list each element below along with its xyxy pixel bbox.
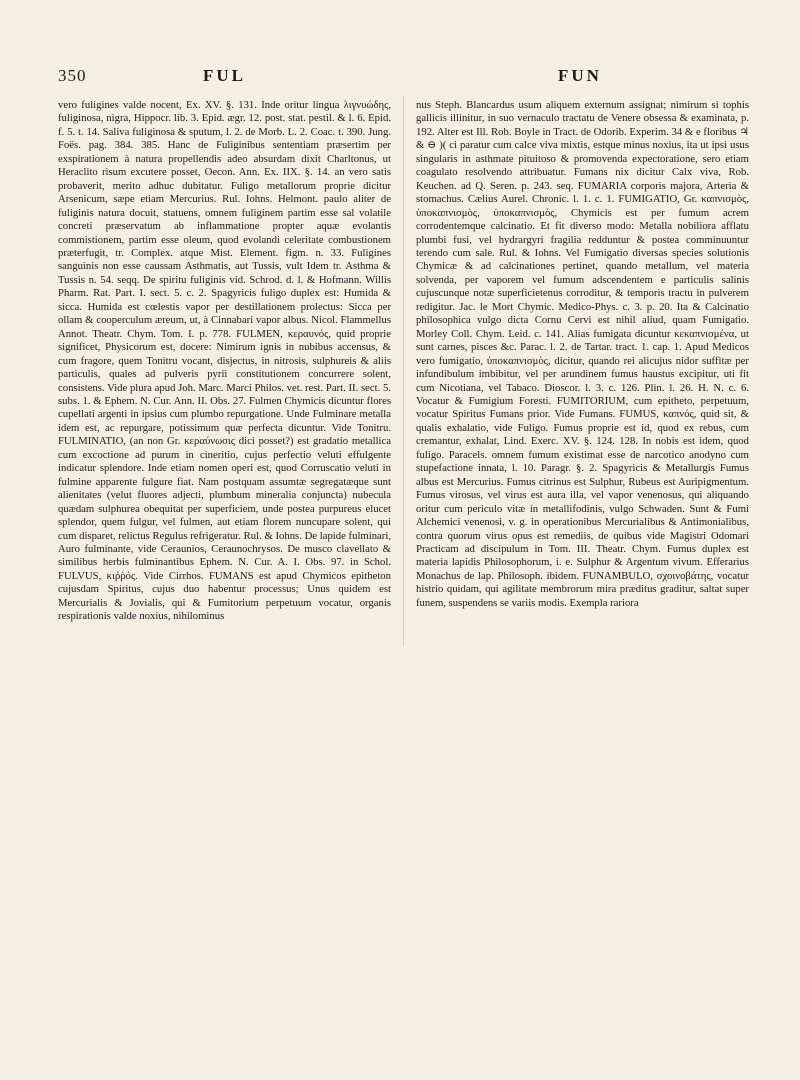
right-column-text: nus Steph. Blancardus usum aliquem externum assignat; nimirum si tophis gallicis illinitur, in suo vernaculo tractatu de Venere obsessa & examinata, p. 192. Alter est Ill. Rob. Boyle in Tract. de Odorib. Experim. 34 & e floribus ♃ & ⊖ )( ci paratur cum calce viva mixtis, estque minus noxius, ita ut ipsi usus singularis in asthmate pituitoso & promovenda expectoratione, sero etiam coagulato resolvendo attribuatur. Fumans nix dicitur Calx viva, Rob. Keuchen. ad Q. Seren. p. 243. seq. FUMARIA corporis majora, Arteria & stomachus. Cælius Aurel. Chronic. l. 1. c. 1. FUMIGATIO, Gr. καπνισμὸς, ὑποκαπνισμὸς, ὑποκαπνισμὸς, Chymicis est per fumum acrem corrodentemque calcinatio. Et fit diverso modo: Metalla nobiliora afflatu plumbi fusi, vel hydrargyri fragilia redduntur & postea comminuuntur terendo cum sale. Rul. & Iohns. Vel Fumigatio diversas species solutionis Chymicæ & ad calcinationes pertinet, quando metallum, vel materia solvenda, per vaporem vel fumum adscendentem e particulis salinis cujuscunque notæ superficietenus corroditur, & temporis tractu in pulverem redigitur. Jac. le Mort Chymic. Medico-Phys. c. 3. p. 20. Ita & Calcinatio philosophica vulgo dicta Cornu Cervi est nihil aliud, quam Fumigatio. Morley Coll. Chym. Leid. c. 141. Alias fumigata dicuntur κεκαπνισμένα, ut sunt carnes, pisces &c. Parac. l. 2. de Tartar. tract. 1. cap. 1. Apud Medicos vero fumigatio, ὑποκαπνισμὸς, dicitur, quando rei alicujus nidor suffitæ per infundibulum imbibitur, vel per arundinem fumus haustus excipitur, uti fit cum Nicotiana, vel Tabaco. Dioscor. l. 3. c. 126. Plin. l. 26. H. N. c. 6. Vocatur & Fumigium Foresti. FUMITORIUM, cum epitheto, perpetuum, vocatur Spiritus Fumans prior. Vide Fumans. FUMUS, καπνός, quid sit, & qualis exhalatio, vide Fuligo. Fumus proprie est id, quod ex rebus, cum cremantur, exhalat, Lind. Exerc. XV. §. 124. 128. In nobis est idem, quod fuligo. Paracels. omnem fumum existimat esse de narcotico anodyno cum stupefactione innata, l. 10. Paragr. §. 2. Spagyricis & Metallurgis Fumus albus est Mercurius. Fumus citrinus est Sulphur, Rubeus est Auripigmentum. Fumus virosus, vel virus est aura illa, vel vapor venenosus, qui aliquando oritur cum periculo vitæ in metallifodinis, vulgo Schwaden. Sunt & Fumi Alchemici venenosi, v. g. in operationibus Mercurialibus & Antimonialibus, contra quorum virus opus est remediis, de quibus vide Magistri Odomari Practicam ad discipulum in Tom. III. Theatr. Chym. Fumus duplex est materia lapidis Philosophorum, i. e. Sulphur & Argentum vivum. Efferarius Monachus de lap. Philosoph. ibidem. FUNAMBULO, σχοινοβάτης, vocatur histrio quidam, qui agilitate membrorum mira præditus graditur, saltat super funem, suspendens se variis modis. Exempla rariora bbox=[416, 99, 749, 609]
running-header bbox=[58, 66, 758, 96]
column-divider bbox=[403, 96, 404, 646]
page-number: 350 bbox=[58, 66, 87, 85]
right-column bbox=[416, 99, 749, 610]
left-running-head: FUL bbox=[203, 66, 246, 85]
left-column-text: vero fuligines valde nocent, Ex. XV. §. 131. Inde oritur lingua λιγνυώδης, fuliginosa, nigra, Hippocr. lib. 3. Epid. ægr. 12. post. stat. pestil. & l. 6. Epid. f. 5. t. 14. Saliva fuliginosa & sputum, l. 2. de Morb. L. 2. Coac. t. 390. Jung. Foës. pag. 384. 385. Hanc de Fuliginibus sententiam præsertim per exspirationem à natura propellendis adeo absurdam dixit Charltonus, ut Heraclito risum excutere posset, Oecon. Ann. Ex. IIX. §. 14. an vero satis probaverit, merito adhuc dubitatur. Fuligo metallorum proprie dicitur Arsenicum, sæpe etiam Mercurius. Rul. Iohns. Helmont. paulo aliter de fuliginis natura docuit, statuens, omnem fuliginem partim esse sal volatile concreti præservatum ab inflammatione propter aquæ evolantis commistionem, partim esse oleum, quod evolandi celeritate combustionem præterfugit, tr. Complex. atque Mist. Element. figm. n. 33. Fuligines sanguinis non esse caussam Asthmatis, aut Tussis, vult Idem tr. Asthma & Tussis n. 54. seqq. De spiritu fuliginis vid. Schrod. d. l. & Hofmann. Willis Pharm. Rat. Part. I. sect. 5. c. 2. Spagyricis fuligo duplex est: Humida & sicca. Humida est cœlestis vapor per destillationem prolectus: Sicca per ollam & cooperculum æreum, ut, à Cinnabari vapor albus. Nicol. Flammellus Annot. Theatr. Chym. Tom. I. p. 778. FULMEN, κεραυνός, quid proprie significet, Physicorum est, docere: Nimirum ignis in nubibus accensus, & cum fragore, quem Tonitru vocant, disjectus, in nitrosis, sulphureis & aliis particulis, quales ad pulveris pyrii constitutionem concurrere solent, consistens. Vide plura apud Joh. Marc. Marci Philos. vet. rest. Part. II. sect. 5. subs. 1. & Ephem. N. Cur. Ann. II. Obs. 27. Fulmen Chymicis dicuntur flores cupellati argenti in ipsius cum plumbo repurgatione. Unde Fulminare metalla idem est, ac repurgare, potissimum quæ perfecta dicuntur. Vide Tonitru. FULMINATIO, (an non Gr. κεραύνωσις dici posset?) est gradatio metallica cum excoctione ad purum in cineritio, cujus perfectio veluti effulgente indicatur splendore. Inde etiam nomen operi est, quod Corruscatio veluti in fulmine apparente fulgure fiat. Nam postquam assumtæ segregatæque sunt alienitates (velut fluores adjecti, plumbum mineralia conjuncta) nubecula quædam sulphurea obequitat per superficiem, unde postea purpureus elucet splendor, quem fulgur, vel fulmen, aut etiam florem nuncupare solent, qui cum disparet, relictus Regulus refrigeratur. Rul. & Iohns. De lapide fulminari, Auro fulminante, vide Ceraunios, Ceraunochrysos. De musco clavellato & similibus herbis fulminantibus Ephem. N. Cur. A. I. Obs. 97. in Schol. FULVUS, κιῤῥός. Vide Cirrhos. FUMANS est apud Chymicos epitheton cujusdam Spiritus, cujus duo habentur processus; Unus quidem est Mercurialis & Jovialis, qui & Fumitorium perpetuum vocatur, organis respirationis valde noxius, nihilominus bbox=[58, 99, 391, 623]
left-column bbox=[58, 99, 391, 624]
right-running-head: FUN bbox=[558, 66, 602, 85]
